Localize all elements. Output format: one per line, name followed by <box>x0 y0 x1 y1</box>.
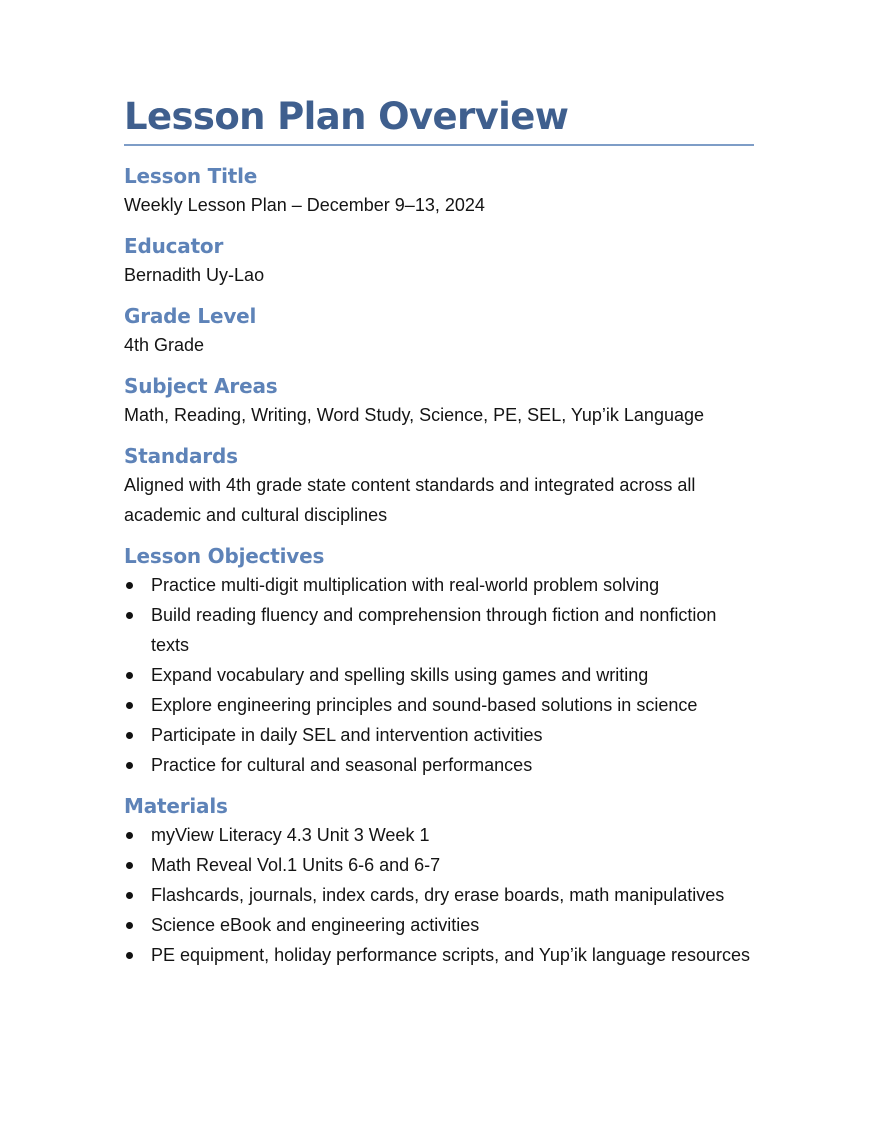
bullet-icon <box>126 922 133 929</box>
list-item <box>124 690 754 720</box>
list-item <box>124 750 754 780</box>
page-title: Lesson Plan Overview <box>124 94 754 146</box>
materials-heading: Materials <box>124 794 228 818</box>
bullet-icon <box>126 612 133 619</box>
list-item <box>124 720 754 750</box>
bullet-icon <box>126 892 133 899</box>
grade-level-value: 4th Grade <box>124 335 205 355</box>
bullet-icon <box>126 672 133 679</box>
objectives-heading: Lesson Objectives <box>124 544 325 568</box>
bullet-icon <box>126 862 133 869</box>
grade-level-heading: Grade Level <box>124 304 257 328</box>
objective-text: Build reading fluency and comprehension through fiction and nonfiction texts <box>151 605 717 655</box>
bullet-icon <box>126 702 133 709</box>
list-item <box>124 660 754 690</box>
materials-section <box>124 792 754 970</box>
subject-areas-heading: Subject Areas <box>124 374 278 398</box>
objective-text: Participate in daily SEL and intervention activities <box>151 725 543 745</box>
bullet-icon <box>126 732 133 739</box>
material-text: PE equipment, holiday performance scripts, and Yup’ik language resources <box>151 945 751 965</box>
material-text: Science eBook and engineering activities <box>151 915 480 935</box>
bullet-icon <box>126 762 133 769</box>
objective-text: Explore engineering principles and sound-based solutions in science <box>151 695 698 715</box>
list-item <box>124 820 754 850</box>
lesson-title-value: Weekly Lesson Plan – December 9–13, 2024 <box>124 195 485 215</box>
objective-text: Practice multi-digit multiplication with real-world problem solving <box>151 575 660 595</box>
educator-heading: Educator <box>124 234 224 258</box>
objective-text: Expand vocabulary and spelling skills using games and writing <box>151 665 649 685</box>
subject-areas-section <box>124 372 754 430</box>
document-page <box>124 94 754 970</box>
grade-level-section <box>124 302 754 360</box>
list-item <box>124 850 754 880</box>
standards-section <box>124 442 754 530</box>
list-item <box>124 940 754 970</box>
material-text: Math Reveal Vol.1 Units 6-6 and 6-7 <box>151 855 441 875</box>
materials-list <box>124 820 754 970</box>
material-text: Flashcards, journals, index cards, dry erase boards, math manipulatives <box>151 885 725 905</box>
objectives-section <box>124 542 754 780</box>
lesson-title-section <box>124 162 754 220</box>
educator-section <box>124 232 754 290</box>
subject-areas-value: Math, Reading, Writing, Word Study, Science, PE, SEL, Yup’ik Language <box>124 405 704 425</box>
list-item <box>124 600 754 660</box>
objectives-list <box>124 570 754 780</box>
lesson-title-heading: Lesson Title <box>124 164 258 188</box>
list-item <box>124 880 754 910</box>
list-item <box>124 570 754 600</box>
bullet-icon <box>126 832 133 839</box>
material-text: myView Literacy 4.3 Unit 3 Week 1 <box>151 825 430 845</box>
objective-text: Practice for cultural and seasonal performances <box>151 755 533 775</box>
list-item <box>124 910 754 940</box>
educator-value: Bernadith Uy-Lao <box>124 265 265 285</box>
bullet-icon <box>126 582 133 589</box>
standards-value: Aligned with 4th grade state content standards and integrated across all academic and cultural disciplines <box>124 475 696 525</box>
bullet-icon <box>126 952 133 959</box>
standards-heading: Standards <box>124 444 238 468</box>
